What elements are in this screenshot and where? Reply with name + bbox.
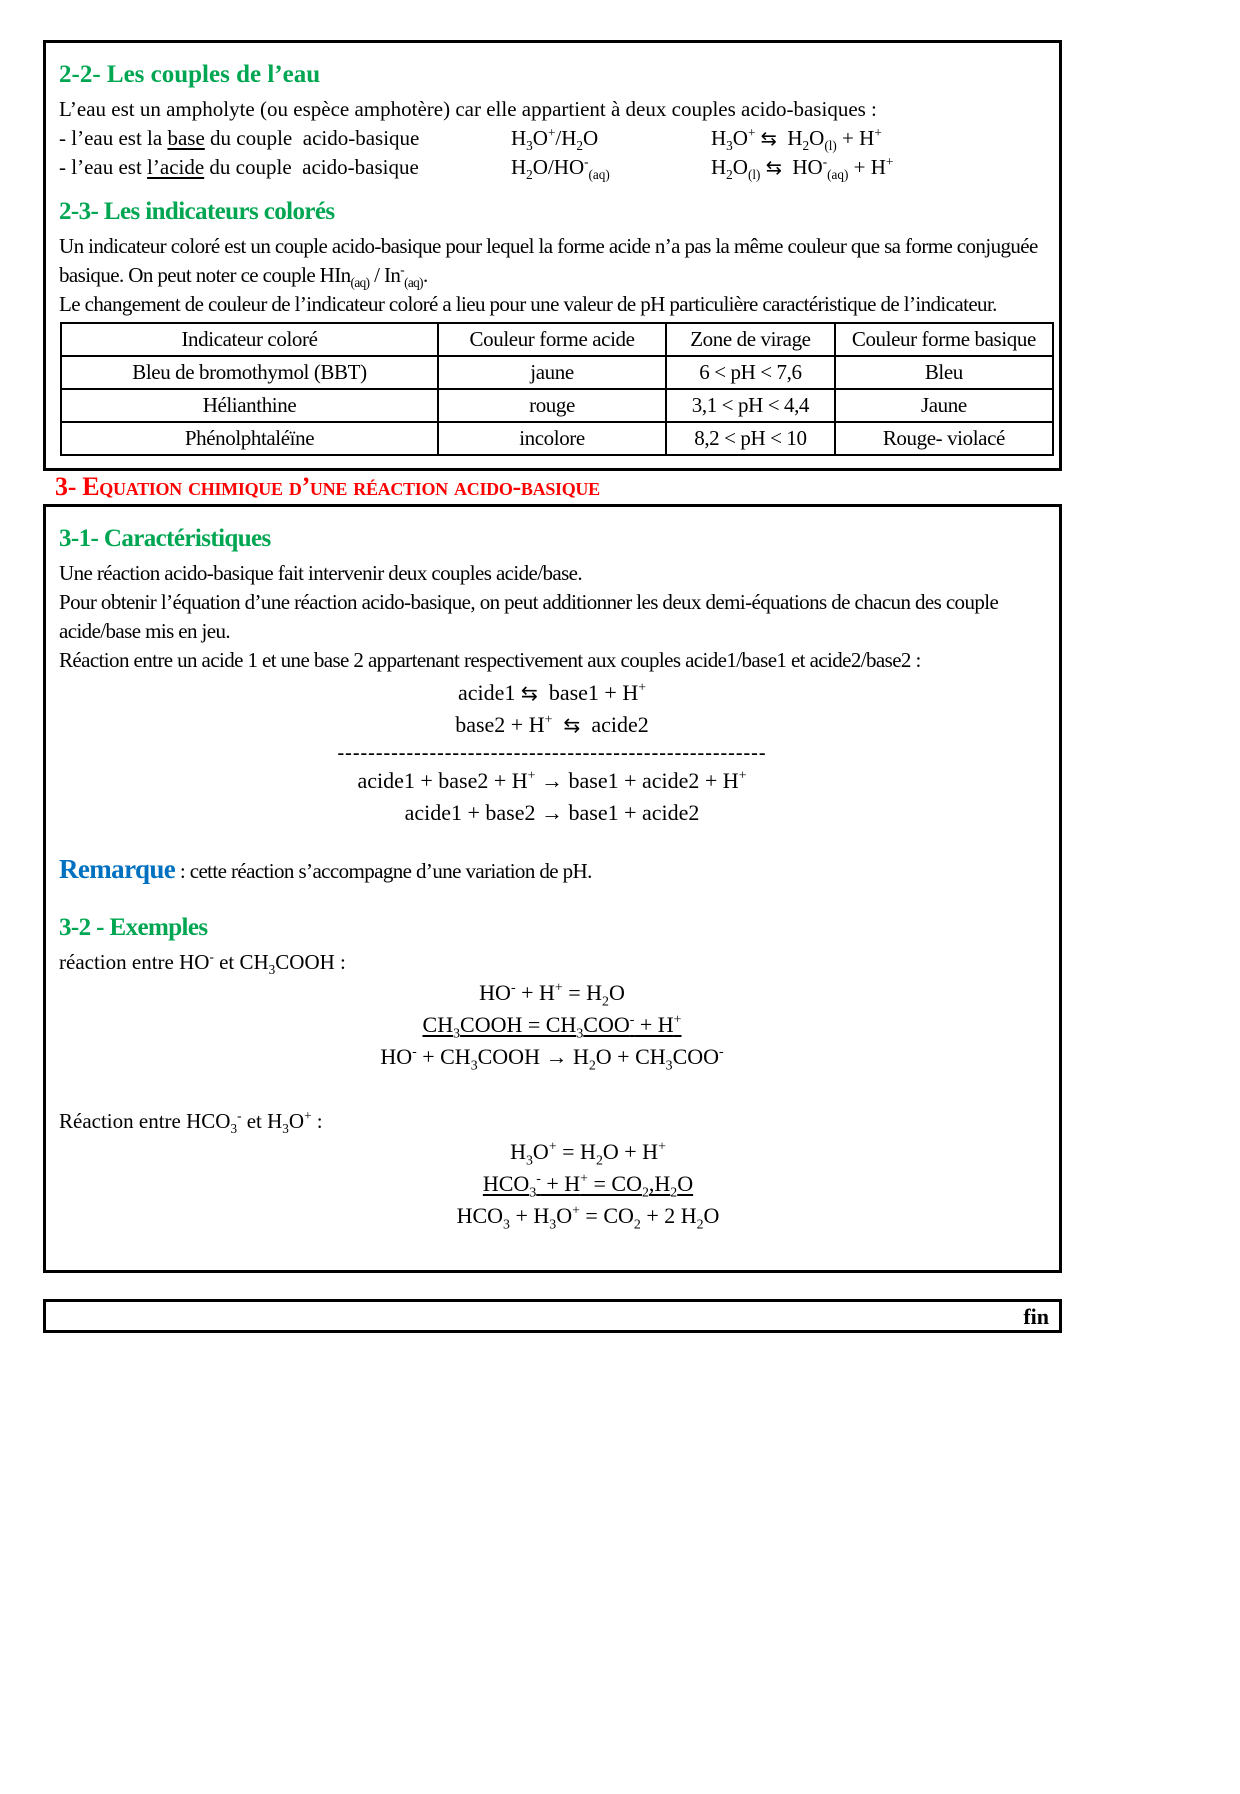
example-2-line-2: $HCO_3^- + H^+ = CO_2,H_2O$ bbox=[482, 1170, 694, 1200]
table-row bbox=[61, 356, 1053, 389]
cell-turning-zone: 6 < pH < 7,6 bbox=[666, 356, 835, 389]
table-header-row bbox=[61, 323, 1053, 356]
cell-turning-zone: 3,1 < pH < 4,4 bbox=[666, 389, 835, 422]
heading-3-2: 3-2 - Exemples bbox=[59, 914, 208, 941]
cell-basic-color: Bleu bbox=[835, 356, 1053, 389]
fin-label: fin bbox=[1023, 1303, 1049, 1329]
half-equation-2: base2 + H+ ⇆ acide2 bbox=[455, 711, 649, 737]
section-box-equation bbox=[43, 504, 1062, 1273]
heading-2-2: 2-2- Les couples de l’eau bbox=[59, 61, 321, 88]
half-equation-base: $H_3O^+$ ⇆ $H_2O_{(l)} + H^+$ bbox=[711, 125, 882, 154]
col-header-indicator: Indicateur coloré bbox=[61, 323, 438, 356]
spacer bbox=[59, 886, 1045, 908]
paragraph-reaction-acide1-base2: Réaction entre un acide 1 et une base 2 appartenant respectivement aux couples acide1/base1 et acide2/base2 : bbox=[59, 648, 921, 672]
paragraph-example-2-intro: Réaction entre $HCO_3^-$ et $H_3O^+$ : bbox=[59, 1108, 323, 1137]
footer-bar bbox=[43, 1299, 1062, 1333]
cell-indicator-name: Hélianthine bbox=[61, 389, 438, 422]
paragraph-two-couples: Une réaction acido-basique fait intervenir deux couples acide/base. bbox=[59, 561, 583, 585]
cell-basic-color: Jaune bbox=[835, 389, 1053, 422]
paragraph-indicator-ph: Le changement de couleur de l’indicateur coloré a lieu pour une valeur de pH particulière caractéristique de l’indicateur. bbox=[59, 292, 997, 316]
remark-label: Remarque bbox=[59, 854, 176, 884]
spacer bbox=[59, 1073, 1045, 1107]
generic-equations-block bbox=[59, 677, 1045, 829]
paragraph-ampholyte: L’eau est un ampholyte (ou espèce amphotère) car elle appartient à deux couples acido-basiques : bbox=[59, 97, 877, 121]
example-2-equations bbox=[131, 1136, 1045, 1232]
cell-basic-color: Rouge- violacé bbox=[835, 422, 1053, 455]
example-1-line-3: $HO^- + CH_3COOH \to H_2O + CH_3COO^-$ bbox=[380, 1043, 724, 1073]
half-equation-1: acide1 ⇆ base1 + H+ bbox=[457, 679, 647, 705]
cell-indicator-name: Bleu de bromothymol (BBT) bbox=[61, 356, 438, 389]
example-1-line-2: $CH_3COOH = CH_3COO^- + H^+$ bbox=[422, 1011, 682, 1041]
table-row bbox=[61, 389, 1053, 422]
col-header-acid-color: Couleur forme acide bbox=[438, 323, 666, 356]
couple-label-base: - l’eau est la base du couple acido-basique bbox=[59, 126, 420, 150]
cell-acid-color: incolore bbox=[438, 422, 666, 455]
section-box-water-couples bbox=[43, 40, 1062, 471]
heading-3-1: 3-1- Caractéristiques bbox=[59, 525, 271, 552]
sum-equation-with-h: acide1 + base2 + H+ → base1 + acide2 + H+ bbox=[357, 767, 747, 793]
half-equation-acid: $H_2O_{(l)}$ ⇆ $HO^-_{(aq)} + H^+$ bbox=[711, 154, 894, 183]
paragraph-example-1-intro: réaction entre HO- et $CH_3COOH$ : bbox=[59, 949, 346, 978]
overall-equation: acide1 + base2 → base1 + acide2 bbox=[404, 800, 700, 825]
paragraph-add-half-equations: Pour obtenir l’équation d’une réaction acido-basique, on peut additionner les deux demi-équations de chacun des couple acide/base mis en jeu. bbox=[59, 590, 999, 643]
indicators-table bbox=[60, 322, 1054, 456]
heading-2-3: 2-3- Les indicateurs colorés bbox=[59, 198, 335, 225]
cell-indicator-name: Phénolphtaléïne bbox=[61, 422, 438, 455]
example-2-line-1: $H_3O^+ = H_2O + H^+$ bbox=[510, 1138, 666, 1168]
remark-line bbox=[59, 855, 1045, 886]
heading-3-equation-chimique: 3- Equation chimique d’une réaction acido-basique bbox=[55, 472, 600, 501]
water-couple-row-base bbox=[59, 124, 1045, 153]
couple-label-acid: - l’eau est l’acide du couple acido-basique bbox=[59, 155, 419, 179]
example-1-equations bbox=[59, 977, 1045, 1073]
document-page bbox=[0, 40, 1240, 1794]
sum-separator-line: -------------------------------------------------------- bbox=[337, 742, 767, 764]
remark-text: : cette réaction s’accompagne d’une variation de pH. bbox=[175, 859, 592, 883]
cell-acid-color: rouge bbox=[438, 389, 666, 422]
example-2-line-3: $HCO_3 + H_3O^+ = CO_2 + 2$ $H_2O$ bbox=[456, 1202, 720, 1232]
example-1-line-1: $HO^- + H^+ = H_2O$ bbox=[479, 979, 625, 1009]
water-couple-row-acid bbox=[59, 153, 1045, 182]
couple-formula-base: $H_3O^+/H_2O$ bbox=[511, 125, 599, 154]
paragraph-indicator-definition: Un indicateur coloré est un couple acido-basique pour lequel la forme acide n’a pas la même couleur que sa forme conjuguée basique. On peut noter ce couple $HIn_{(aq)} / In^-_{(aq)}$. bbox=[59, 234, 1038, 291]
col-header-basic-color: Couleur forme basique bbox=[835, 323, 1053, 356]
col-header-turning-zone: Zone de virage bbox=[666, 323, 835, 356]
couple-formula-acid: $H_2O/HO^-_{(aq)}$ bbox=[511, 154, 610, 183]
table-row bbox=[61, 422, 1053, 455]
cell-turning-zone: 8,2 < pH < 10 bbox=[666, 422, 835, 455]
cell-acid-color: jaune bbox=[438, 356, 666, 389]
spacer bbox=[59, 182, 1045, 192]
